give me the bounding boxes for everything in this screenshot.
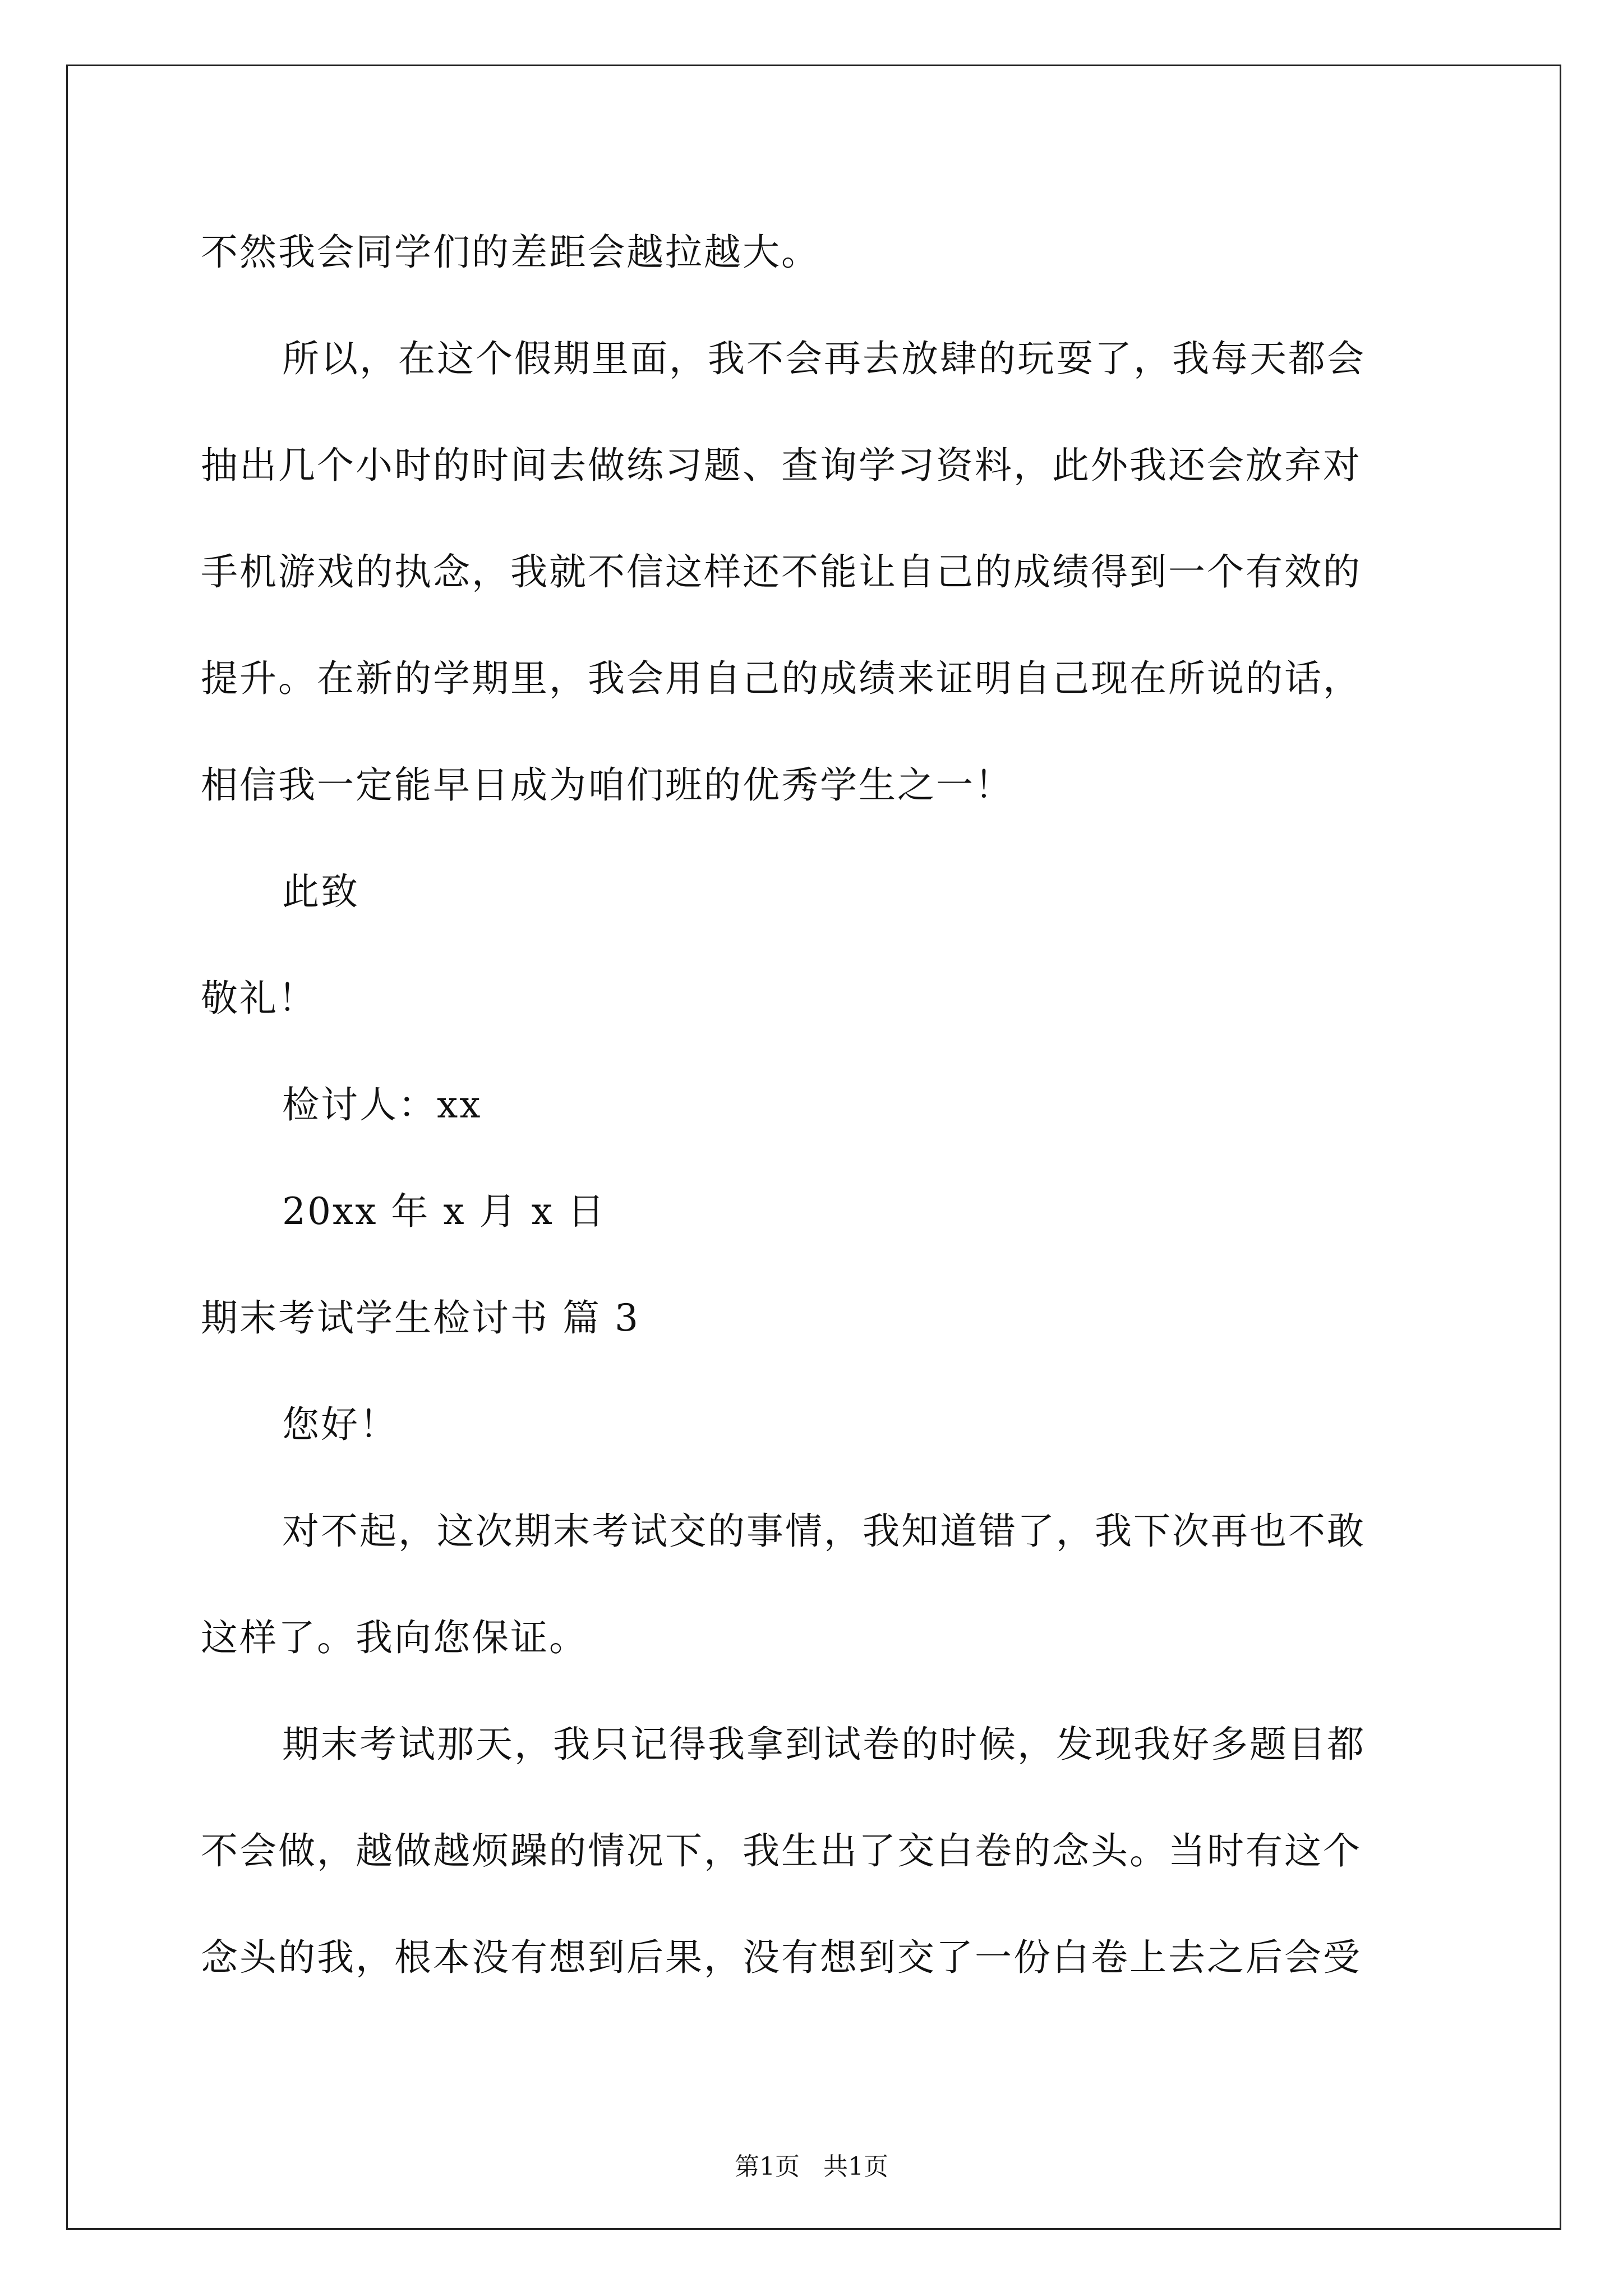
text-line-15: 期末考试那天，我只记得我拿到试卷的时候，发现我好多题目都 [282,1723,1366,1766]
text-line-6: 相信我一定能早日成为咱们班的优秀学生之一！ [201,763,1013,807]
text-line-16: 不会做，越做越烦躁的情况下，我生出了交白卷的念头。当时有这个 [201,1829,1362,1872]
text-line-17: 念头的我，根本没有想到后果，没有想到交了一份白卷上去之后会受 [201,1936,1362,1979]
text-line-1: 不然我会同学们的差距会越拉越大。 [201,231,820,274]
text-line-2: 所以，在这个假期里面，我不会再去放肆的玩耍了，我每天都会 [282,337,1366,380]
text-line-4: 手机游戏的执念，我就不信这样还不能让自己的成绩得到一个有效的 [201,550,1362,593]
greeting-line: 您好！ [282,1403,398,1446]
text-line-5: 提升。在新的学期里，我会用自己的成绩来证明自己现在所说的话， [201,657,1362,700]
closing-line: 敬礼！ [201,977,317,1020]
date-line: 20xx 年 x 月 x 日 [282,1190,606,1233]
text-line-13: 对不起，这次期末考试交的事情，我知道错了，我下次再也不敢 [282,1510,1366,1553]
section-heading: 期末考试学生检讨书 篇 3 [201,1296,640,1340]
text-line-3: 抽出几个小时的时间去做练习题、查询学习资料，此外我还会放弃对 [201,444,1362,487]
page-border [66,65,1561,2230]
text-line-14: 这样了。我向您保证。 [201,1616,588,1659]
page-footer: 第1页 共1页 [735,2152,888,2181]
salutation-line: 此致 [282,870,359,913]
signature-line: 检讨人：xx [282,1083,482,1126]
